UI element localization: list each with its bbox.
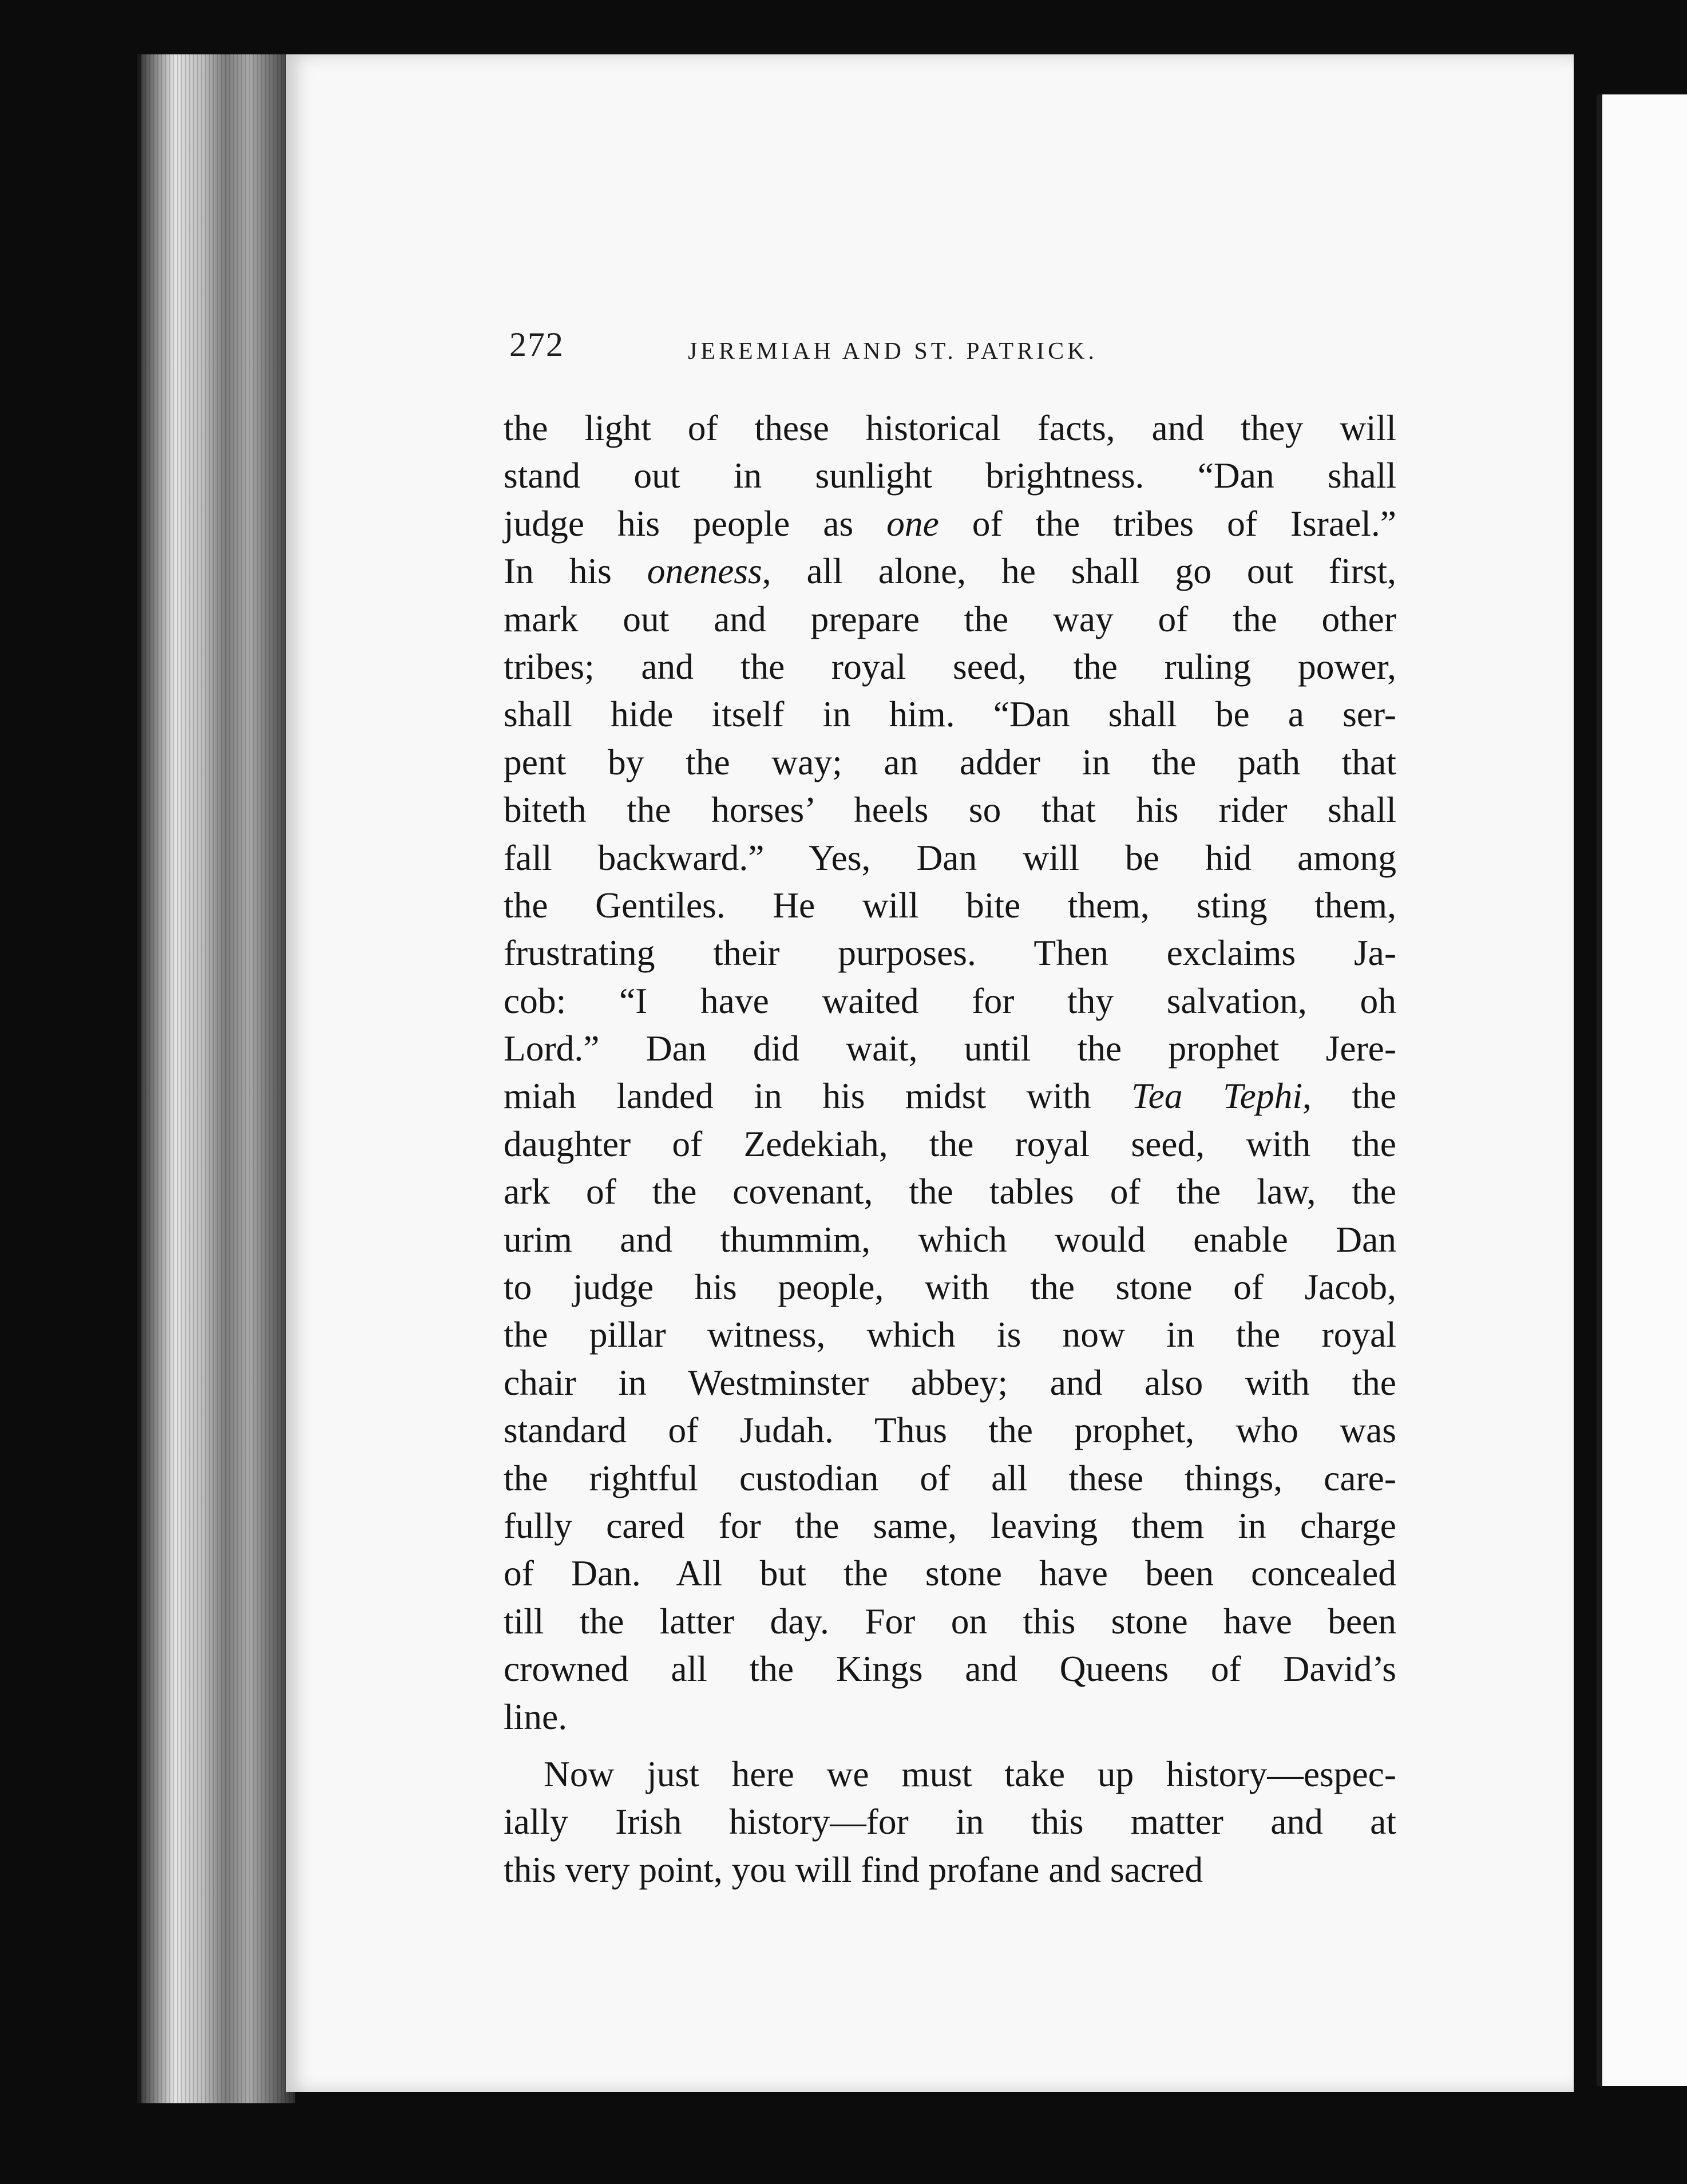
text-segment: , the [1302, 1075, 1397, 1117]
text-segment: mark out and prepare the way of the other [504, 598, 1396, 639]
text-line [504, 977, 1396, 1024]
text-line [504, 547, 1396, 595]
text-segment: fully cared for the same, leaving them in charge [504, 1505, 1396, 1546]
text-segment: the light of these historical facts, and they will [504, 407, 1396, 448]
text-segment: till the latter day. For on this stone have been [504, 1600, 1396, 1641]
paragraph [504, 1750, 1396, 1893]
text-line [504, 929, 1396, 976]
text-line [504, 1693, 1396, 1740]
text-line [504, 1454, 1396, 1502]
body-text [504, 404, 1396, 1893]
book-page-edges [137, 54, 295, 2103]
text-line [504, 1072, 1396, 1119]
text-segment: , all alone, he shall go out first, [762, 551, 1397, 592]
text-segment: daughter of Zedekiah, the royal seed, with the [504, 1123, 1396, 1164]
text-line [504, 643, 1396, 690]
facing-page-edge [1597, 94, 1687, 2086]
text-segment: miah landed in his midst with [504, 1075, 1132, 1117]
running-head: JEREMIAH AND ST. PATRICK. [688, 338, 1098, 365]
text-segment: this very point, you will find profane and sacred [504, 1849, 1203, 1890]
text-line [504, 1502, 1396, 1549]
text-line [504, 1168, 1396, 1215]
text-segment: ark of the covenant, the tables of the law, the [504, 1171, 1396, 1212]
text-segment: urim and thummim, which would enable Dan [504, 1218, 1396, 1260]
text-line [504, 1216, 1396, 1263]
text-line [504, 1750, 1396, 1798]
text-line [504, 1846, 1396, 1893]
text-line [504, 1120, 1396, 1168]
text-segment: tribes; and the royal seed, the ruling power, [504, 646, 1396, 687]
text-line [504, 690, 1396, 738]
text-segment: fall backward.” Yes, Dan will be hid among [504, 837, 1396, 878]
text-segment: of Dan. All but the stone have been concealed [504, 1553, 1396, 1594]
text-line [504, 1549, 1396, 1597]
text-line [504, 404, 1396, 452]
text-line [504, 881, 1396, 929]
text-line [504, 1263, 1396, 1311]
page-header [509, 325, 1230, 371]
page-number: 272 [509, 326, 564, 363]
text-segment: shall hide itself in him. “Dan shall be a ser- [504, 694, 1396, 735]
text-segment: the rightful custodian of all these things, care- [504, 1457, 1396, 1498]
text-line [504, 500, 1396, 547]
text-line [504, 1645, 1396, 1692]
text-segment: of the tribes of Israel.” [938, 503, 1396, 544]
text-line [504, 1597, 1396, 1645]
text-segment: ially Irish history—for in this matter and at [504, 1801, 1396, 1842]
italic-text: Tea Tephi [1131, 1075, 1302, 1117]
text-segment: pent by the way; an adder in the path that [504, 741, 1396, 782]
italic-text: oneness [647, 551, 762, 592]
text-segment: frustrating their purposes. Then exclaims Ja- [504, 932, 1396, 974]
text-segment: In his [504, 551, 647, 592]
text-line [504, 452, 1396, 499]
text-segment: line. [504, 1696, 568, 1737]
text-segment: stand out in sunlight brightness. “Dan shall [504, 455, 1396, 496]
italic-text: one [886, 503, 939, 544]
text-segment: crowned all the Kings and Queens of David’s [504, 1648, 1396, 1690]
text-line [504, 1311, 1396, 1358]
text-segment: judge his people as [504, 503, 887, 544]
text-line [504, 1359, 1396, 1406]
text-segment: Lord.” Dan did wait, until the prophet Jere- [504, 1028, 1396, 1069]
text-segment: to judge his people, with the stone of Jacob, [504, 1267, 1396, 1308]
text-line [504, 1798, 1396, 1845]
text-segment: the Gentiles. He will bite them, sting them, [504, 884, 1396, 925]
text-line [504, 786, 1396, 833]
text-line [504, 1406, 1396, 1454]
text-segment: the pillar witness, which is now in the royal [504, 1314, 1396, 1355]
text-line [504, 1024, 1396, 1072]
text-segment: chair in Westminster abbey; and also with the [504, 1362, 1396, 1403]
paragraph [504, 404, 1396, 1740]
text-segment: standard of Judah. Thus the prophet, who was [504, 1410, 1396, 1451]
text-segment: biteth the horses’ heels so that his rider shall [504, 789, 1396, 830]
text-line [504, 834, 1396, 881]
text-line [504, 738, 1396, 786]
text-segment: cob: “I have waited for thy salvation, oh [504, 980, 1396, 1021]
text-line [504, 595, 1396, 643]
text-segment: Now just here we must take up history—espec- [544, 1753, 1396, 1794]
